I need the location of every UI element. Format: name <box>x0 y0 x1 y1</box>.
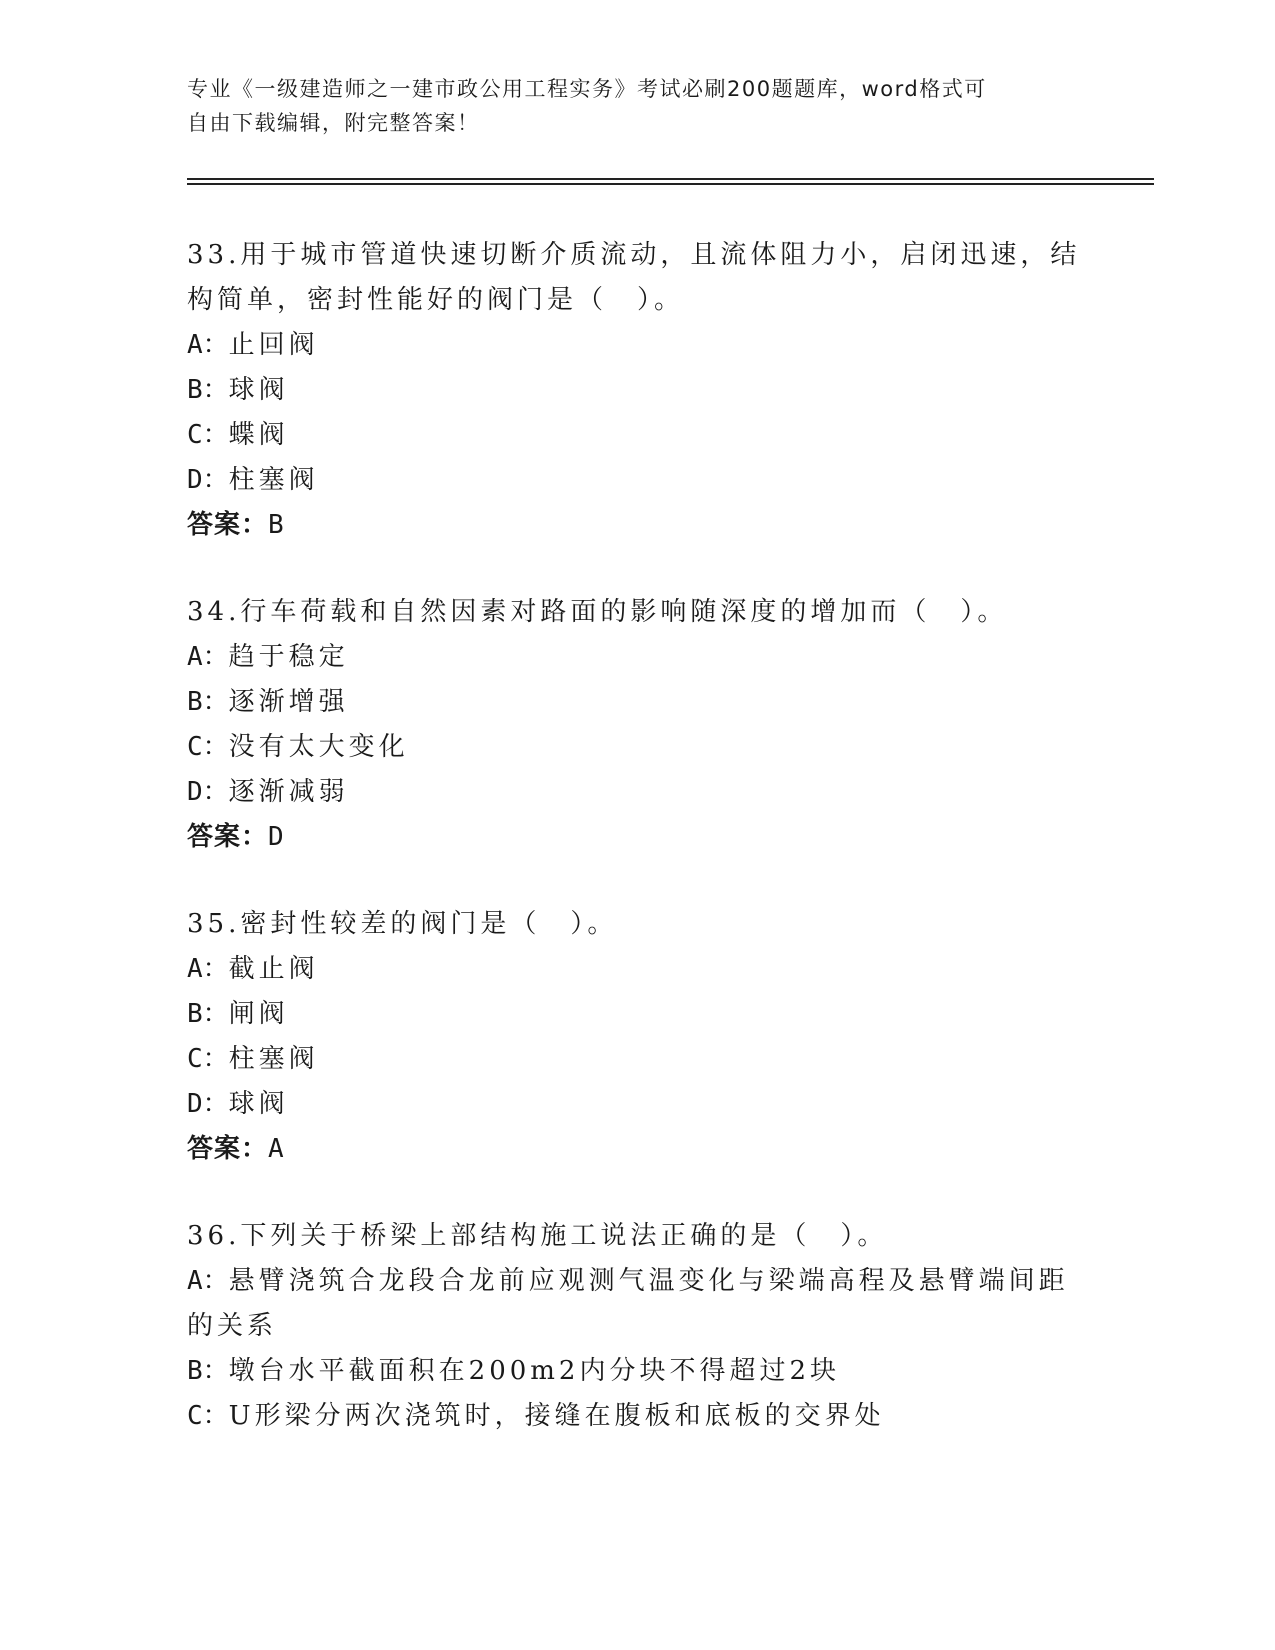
option-text: 柱塞阀 <box>228 465 319 495</box>
option-text: 球阀 <box>228 375 289 405</box>
option-key: D： <box>187 1089 229 1119</box>
option-key: C： <box>187 1401 229 1431</box>
option-text: 柱塞阀 <box>228 1044 319 1074</box>
option-text: 趋于稳定 <box>228 642 349 672</box>
option-b <box>187 680 1087 725</box>
option-text: U形梁分两次浇筑时，接缝在腹板和底板的交界处 <box>228 1401 885 1431</box>
option-text: 截止阀 <box>228 954 319 984</box>
question-33 <box>187 233 1087 548</box>
option-a <box>187 947 1087 992</box>
option-a <box>187 635 1087 680</box>
option-key: D： <box>187 465 229 495</box>
question-36 <box>187 1214 1087 1439</box>
option-c <box>187 1037 1087 1082</box>
answer-line <box>187 815 1087 860</box>
answer-line <box>187 1127 1087 1172</box>
option-b <box>187 992 1087 1037</box>
option-key: B： <box>187 1356 229 1386</box>
option-text: 闸阀 <box>228 999 289 1029</box>
option-key: B： <box>187 687 229 717</box>
answer-label: 答案： <box>187 510 269 540</box>
option-d <box>187 770 1087 815</box>
option-d <box>187 458 1087 503</box>
option-text: 逐渐减弱 <box>228 777 349 807</box>
question-stem: 34.行车荷载和自然因素对路面的影响随深度的增加而（ ）。 <box>187 597 1008 627</box>
question-stem: 35.密封性较差的阀门是（ ）。 <box>187 909 618 939</box>
option-key: B： <box>187 999 229 1029</box>
answer-value: B <box>268 510 285 540</box>
option-a <box>187 1259 1087 1349</box>
answer-value: A <box>268 1134 285 1164</box>
header-divider-bottom <box>187 183 1154 185</box>
header-line-2: 自由下载编辑，附完整答案！ <box>187 111 480 135</box>
option-key: A： <box>187 642 229 672</box>
option-text: 墩台水平截面积在200m2内分块不得超过2块 <box>228 1356 841 1386</box>
option-text: 蝶阀 <box>228 420 289 450</box>
option-key: C： <box>187 1044 229 1074</box>
option-b <box>187 1349 1087 1394</box>
option-key: D： <box>187 777 229 807</box>
question-stem: 33.用于城市管道快速切断介质流动，且流体阻力小，启闭迅速，结构简单，密封性能好的阀门是（ ）。 <box>187 240 1081 315</box>
option-key: C： <box>187 732 229 762</box>
option-key: A： <box>187 954 229 984</box>
option-c <box>187 413 1087 458</box>
option-key: C： <box>187 420 229 450</box>
answer-label: 答案： <box>187 1134 269 1164</box>
option-text: 悬臂浇筑合龙段合龙前应观测气温变化与梁端高程及悬臂端间距的关系 <box>187 1266 1069 1341</box>
option-text: 没有太大变化 <box>228 732 409 762</box>
question-stem: 36.下列关于桥梁上部结构施工说法正确的是（ ）。 <box>187 1221 888 1251</box>
answer-value: D <box>268 822 285 852</box>
option-b <box>187 368 1087 413</box>
option-text: 球阀 <box>228 1089 289 1119</box>
option-a <box>187 323 1087 368</box>
option-key: A： <box>187 1266 229 1296</box>
option-key: B： <box>187 375 229 405</box>
option-key: A： <box>187 330 229 360</box>
option-c <box>187 725 1087 770</box>
option-d <box>187 1082 1087 1127</box>
option-text: 止回阀 <box>228 330 319 360</box>
header-line-1: 专业《一级建造师之一建市政公用工程实务》考试必刷200题题库，word格式可 <box>187 77 987 101</box>
document-header <box>187 72 1067 140</box>
header-divider-top <box>187 178 1154 180</box>
option-text: 逐渐增强 <box>228 687 349 717</box>
question-35 <box>187 902 1087 1172</box>
question-34 <box>187 590 1087 860</box>
answer-label: 答案： <box>187 822 269 852</box>
option-c <box>187 1394 1087 1439</box>
answer-line <box>187 503 1087 548</box>
question-list <box>187 233 1087 1481</box>
